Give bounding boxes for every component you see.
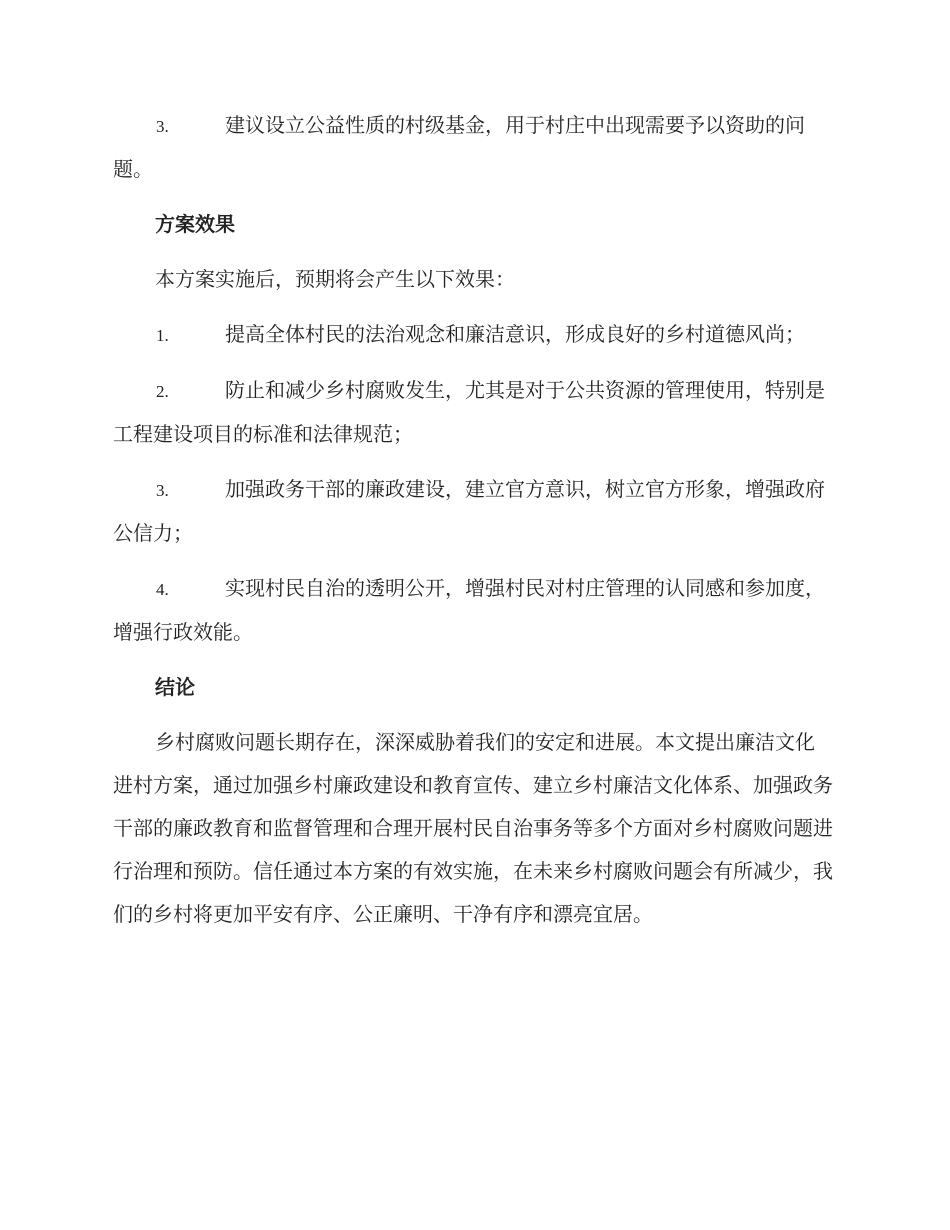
list-number: 2. bbox=[156, 382, 169, 401]
list-number: 4. bbox=[156, 580, 169, 599]
list-item bbox=[113, 369, 833, 456]
list-text: 建议设立公益性质的村级基金，用于村庄中出现需要予以资助的问题。 bbox=[113, 113, 805, 181]
list-item bbox=[113, 567, 833, 654]
conclusion-body: 乡村腐败问题长期存在，深深威胁着我们的安定和进展。本文提出廉洁文化进村方案，通过加强乡村廉政建设和教育宣传、建立乡村廉洁文化体系、加强政务干部的廉政教育和监督管理和合理开展村民自治事务等多个方面对乡村腐败问题进行治理和预防。信任通过本方案的有效实施，在未来乡村腐败问题会有所减少，我们的乡村将更加平安有序、公正廉明、干净有序和漂亮宜居。 bbox=[113, 730, 833, 926]
effects-intro: 本方案实施后，预期将会产生以下效果： bbox=[155, 267, 515, 291]
list-text: 防止和减少乡村腐败发生，尤其是对于公共资源的管理使用，特别是工程建设项目的标准和法律规范； bbox=[113, 378, 825, 446]
section-heading-conclusion: 结论 bbox=[155, 675, 195, 699]
list-text: 加强政务干部的廉政建设，建立官方意识，树立官方形象，增强政府公信力； bbox=[113, 477, 825, 545]
list-item bbox=[113, 104, 833, 191]
list-item bbox=[113, 468, 833, 555]
document-page bbox=[113, 104, 833, 948]
list-number: 3. bbox=[156, 117, 169, 136]
list-number: 1. bbox=[156, 326, 169, 345]
list-text: 实现村民自治的透明公开，增强村民对村庄管理的认同感和参加度，增强行政效能。 bbox=[113, 576, 825, 644]
list-number: 3. bbox=[156, 481, 169, 500]
list-text: 提高全体村民的法治观念和廉洁意识，形成良好的乡村道德风尚； bbox=[225, 322, 805, 346]
list-item bbox=[113, 313, 833, 357]
section-heading-effects: 方案效果 bbox=[155, 212, 235, 236]
